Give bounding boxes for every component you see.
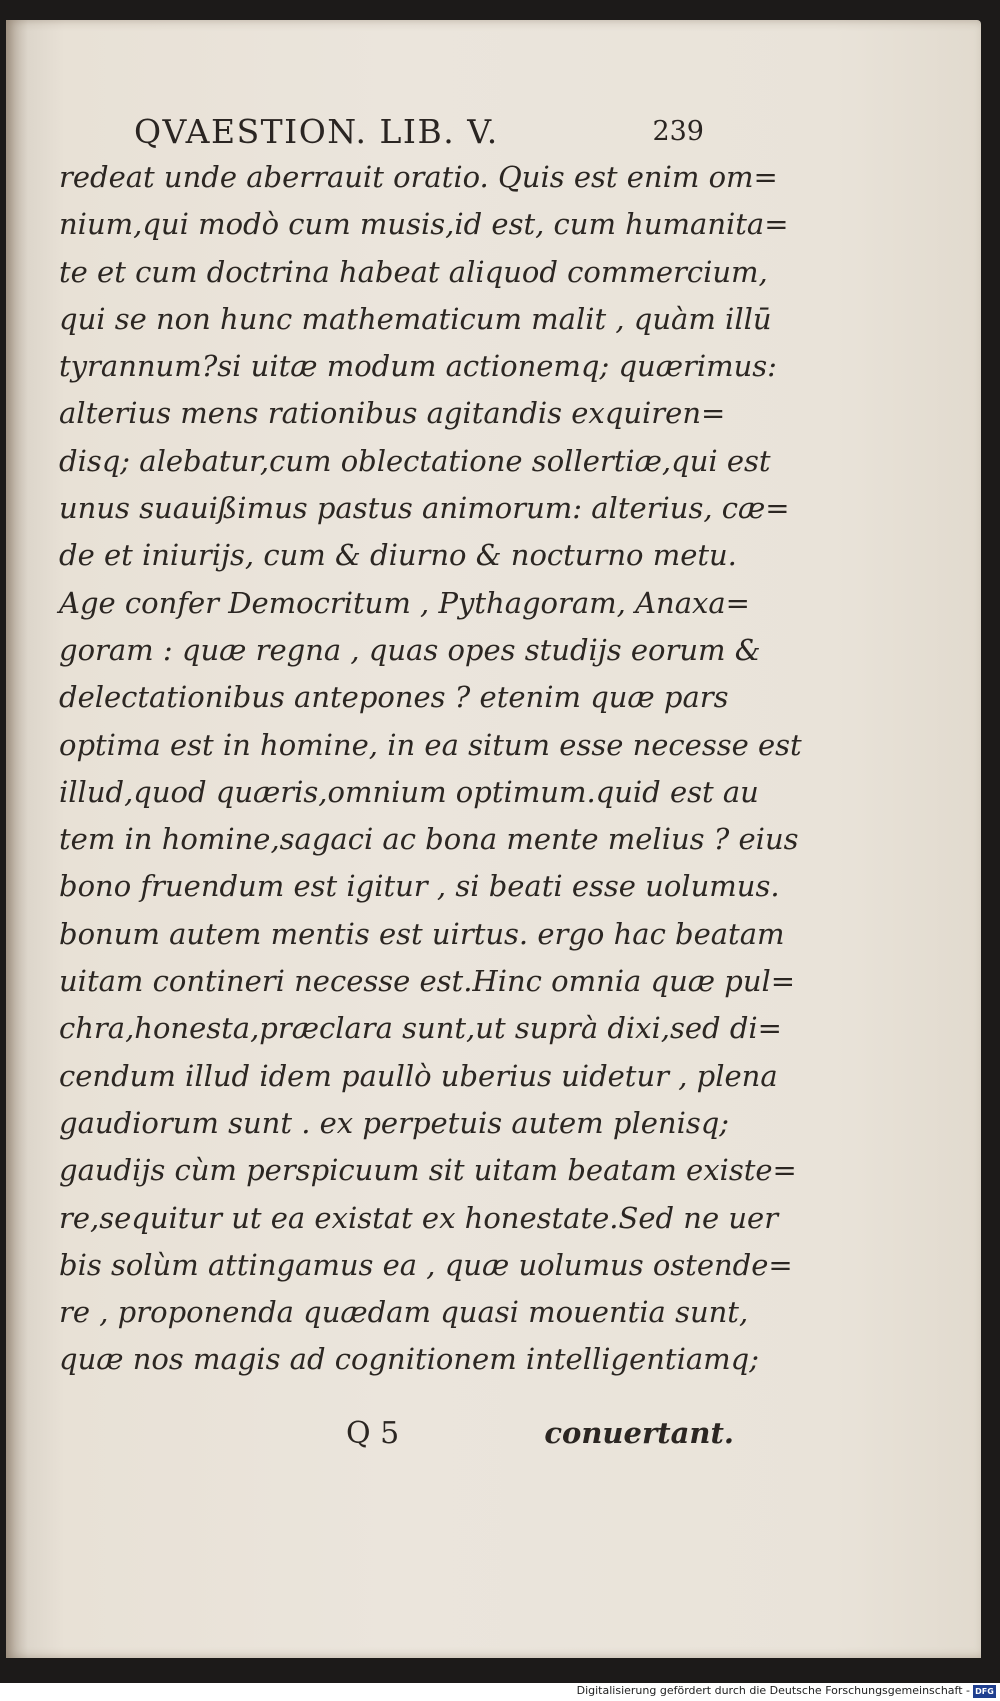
page-number: 239: [652, 116, 704, 147]
gutter-shadow: [6, 20, 28, 1658]
text-line: unus suauißimus pastus animorum: alterius, cæ=: [59, 491, 790, 526]
text-line: te et cum doctrina habeat aliquod commercium,: [59, 254, 768, 289]
text-line: gaudijs cùm perspicuum sit uitam beatam existe=: [59, 1153, 797, 1188]
text-line: bis solùm attingamus ea , quæ uolumus ostende=: [59, 1247, 793, 1282]
text-line: optima est in homine, in ea situm esse necesse est: [59, 727, 802, 762]
text-line: tem in homine,sagaci ac bona mente melius ? eius: [59, 822, 799, 857]
dfg-logo-icon: DFG: [973, 1685, 996, 1698]
running-head: [134, 112, 704, 152]
text-line: bonum autem mentis est uirtus. ergo hac beatam: [59, 916, 785, 951]
catchword: conuertant.: [544, 1416, 734, 1450]
text-line: tyrannum?si uitæ modum actionemq; quærimus:: [59, 349, 777, 384]
text-line: quæ nos magis ad cognitionem intelligentiamq;: [59, 1342, 759, 1377]
text-line: disq; alebatur,cum oblectatione sollertiæ,qui est: [59, 443, 771, 478]
text-line: qui se non hunc mathematicum malit , quàm illū: [59, 301, 772, 336]
funding-credit: Digitalisierung gefördert durch die Deutsche Forschungsgemeinschaft -: [576, 1684, 970, 1697]
text-line: illud,quod quæris,omnium optimum.quid est au: [59, 774, 759, 809]
signature-mark: Q 5: [346, 1416, 400, 1451]
book-page: [6, 20, 981, 1658]
text-line: Age confer Democritum , Pythagoram, Anaxa=: [59, 585, 750, 620]
text-line: goram : quæ regna , quas opes studijs eorum &: [59, 632, 761, 667]
text-line: re,sequitur ut ea existat ex honestate.Sed ne uer: [59, 1200, 779, 1235]
text-line: de et iniurijs, cum & diurno & nocturno metu.: [59, 538, 737, 573]
catchline: [346, 1416, 734, 1460]
text-line: alterius mens rationibus agitandis exquiren=: [59, 396, 726, 431]
text-line: gaudiorum sunt . ex perpetuis autem plenisq;: [59, 1105, 730, 1140]
text-line: bono fruendum est igitur , si beati esse uolumus.: [59, 869, 780, 904]
text-line: chra,honesta,præclara sunt,ut suprà dixi,sed di=: [59, 1011, 782, 1046]
digitization-footer: [0, 1683, 1000, 1701]
running-title: QVAESTION. LIB. V.: [134, 112, 499, 151]
text-line: redeat unde aberrauit oratio. Quis est enim om=: [59, 160, 778, 194]
body-text: [59, 154, 802, 1384]
text-line: nium,qui modò cum musis,id est, cum humanita=: [59, 207, 789, 242]
text-line: cendum illud idem paullò uberius uidetur , plena: [59, 1058, 778, 1093]
text-line: uitam contineri necesse est.Hinc omnia quæ pul=: [59, 964, 796, 999]
text-line: delectationibus antepones ? etenim quæ pars: [59, 680, 729, 715]
text-line: re , proponenda quædam quasi mouentia sunt,: [59, 1295, 749, 1330]
